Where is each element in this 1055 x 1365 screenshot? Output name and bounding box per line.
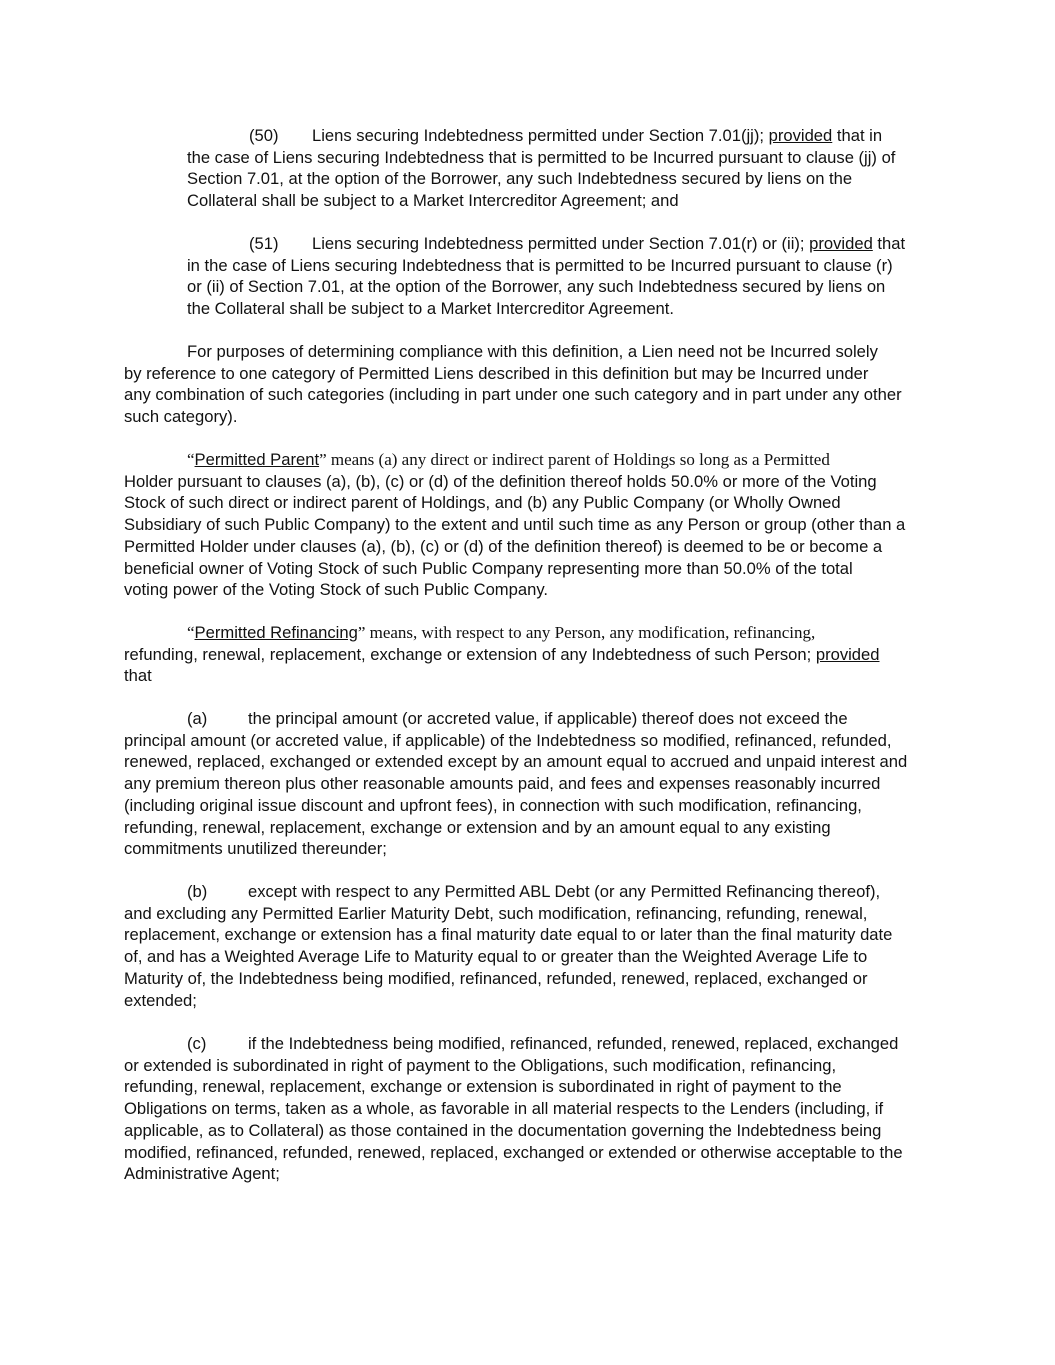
permitted-parent-body: Holder pursuant to clauses (a), (b), (c) or (d) of the definition thereof holds 50.0% or more of the Voting Stock of such direct or indirect parent of Holdings, and (b) any Public Company (or Wholly Owned Subsidiary of such Public Company) to the extent and until such time as any Person or group (other than a Permitted Holder under clauses (a), (b), (c) or (d) of the definition thereof) is deemed to be or become a beneficial owner of Voting Stock of such Public Company representing more than 50.0% of the total voting power of the Voting Stock of such Public Company.	[124, 471, 906, 600]
permitted-parent-term: Permitted Parent	[194, 450, 320, 469]
clause-51-text-2: that in the case of Liens securing Indebtedness that is permitted to be Incurred pursuant to clause (r) or (ii) of Section 7.01, at the option of the Borrower, any such Indebtedness secured by liens on the Collateral shall be subject to a Market Intercreditor Agreement.	[187, 234, 906, 319]
clause-c	[124, 1033, 944, 1185]
permitted-refinancing-serif-text: means, with respect to any Person, any modification, refinancing,	[365, 623, 816, 642]
permitted-refinancing-provided: provided	[815, 644, 880, 664]
permitted-refinancing-definition	[124, 622, 944, 687]
permitted-parent-open-quote: “	[187, 450, 195, 469]
purposes-text: For purposes of determining compliance with this definition, a Lien need not be Incurred solely by reference to one category of Permitted Liens described in this definition but may be Incurred under any combination of such categories (including in part under one such category and in part under any other such category).	[124, 342, 902, 427]
clause-c-number: (c)	[187, 1034, 207, 1053]
clause-51-provided: provided	[809, 234, 873, 253]
clause-a-number: (a)	[187, 709, 208, 728]
permitted-refinancing-open-quote: “	[187, 623, 195, 642]
clause-51-number: (51)	[249, 234, 279, 253]
clause-a-text: the principal amount (or accreted value, if applicable) thereof does not exceed the principal amount (or accreted value, if applicable) of the Indebtedness so modified, refinanced, refunded, renewed, replaced, exchanged or extended except by an amount equal to accrued and unpaid interest and any premium thereon plus other reasonable amounts paid, and fees and expenses reasonably incurred (including original issue discount and upfront fees), in connection with such modification, refinancing, refunding, renewal, replacement, exchange or extension and by an amount equal to any existing commitments unutilized thereunder;	[124, 709, 908, 859]
clause-b-text: except with respect to any Permitted ABL Debt (or any Permitted Refinancing thereof), and excluding any Permitted Earlier Maturity Debt, such modification, refinancing, refunding, renewal, replacement, exchange or extension has a final maturity date equal to or later than the final maturity date of, and has a Weighted Average Life to Maturity equal to or greater than the Weighted Average Life to Maturity of, the Indebtedness being modified, refinanced, refunded, renewed, replaced, exchanged or extended;	[124, 882, 893, 1010]
permitted-parent-close-quote: ”	[319, 450, 327, 469]
permitted-parent-serif-text: means (a) any direct or indirect parent of Holdings so long as a Permitted	[326, 450, 830, 469]
clause-50	[187, 125, 947, 212]
clause-c-text: if the Indebtedness being modified, refinanced, refunded, renewed, replaced, exchanged or extended is subordinated in right of payment to the Obligations, such modification, refinancing, refunding, renewal, replacement, exchange or extension is subordinated in right of payment to the Obligations on terms, taken as a whole, as favorable in all material respects to the Lenders (including, if applicable, as to Collateral) as those contained in the documentation governing the Indebtedness being modified, refinanced, refunded, renewed, replaced, exchanged or extended or otherwise acceptable to the Administrative Agent;	[124, 1034, 903, 1184]
purposes-paragraph	[124, 341, 944, 428]
clause-50-provided: provided	[768, 126, 833, 145]
clause-51-text-1: Liens securing Indebtedness permitted under Section 7.01(r) or (ii);	[312, 234, 810, 253]
permitted-refinancing-term: Permitted Refinancing	[194, 623, 358, 642]
clause-a	[124, 708, 944, 860]
clause-50-text-2: that in the case of Liens securing Indebtedness that is permitted to be Incurred pursuant to clause (jj) of Section 7.01, at the option of the Borrower, any such Indebtedness secured by liens on the Collateral shall be subject to a Market Intercreditor Agreement; and	[187, 126, 896, 211]
permitted-refinancing-body: refunding, renewal, replacement, exchange or extension of any Indebtedness of such Person;	[124, 644, 816, 664]
clause-50-number: (50)	[249, 126, 279, 145]
permitted-refinancing-that: that	[124, 666, 152, 686]
clause-b	[124, 881, 944, 1011]
clause-b-number: (b)	[187, 882, 208, 901]
clause-51	[187, 233, 947, 320]
clause-50-text-1: Liens securing Indebtedness permitted under Section 7.01(jj);	[312, 126, 769, 145]
permitted-refinancing-close-quote: ”	[357, 623, 366, 642]
permitted-parent-definition	[124, 449, 944, 601]
